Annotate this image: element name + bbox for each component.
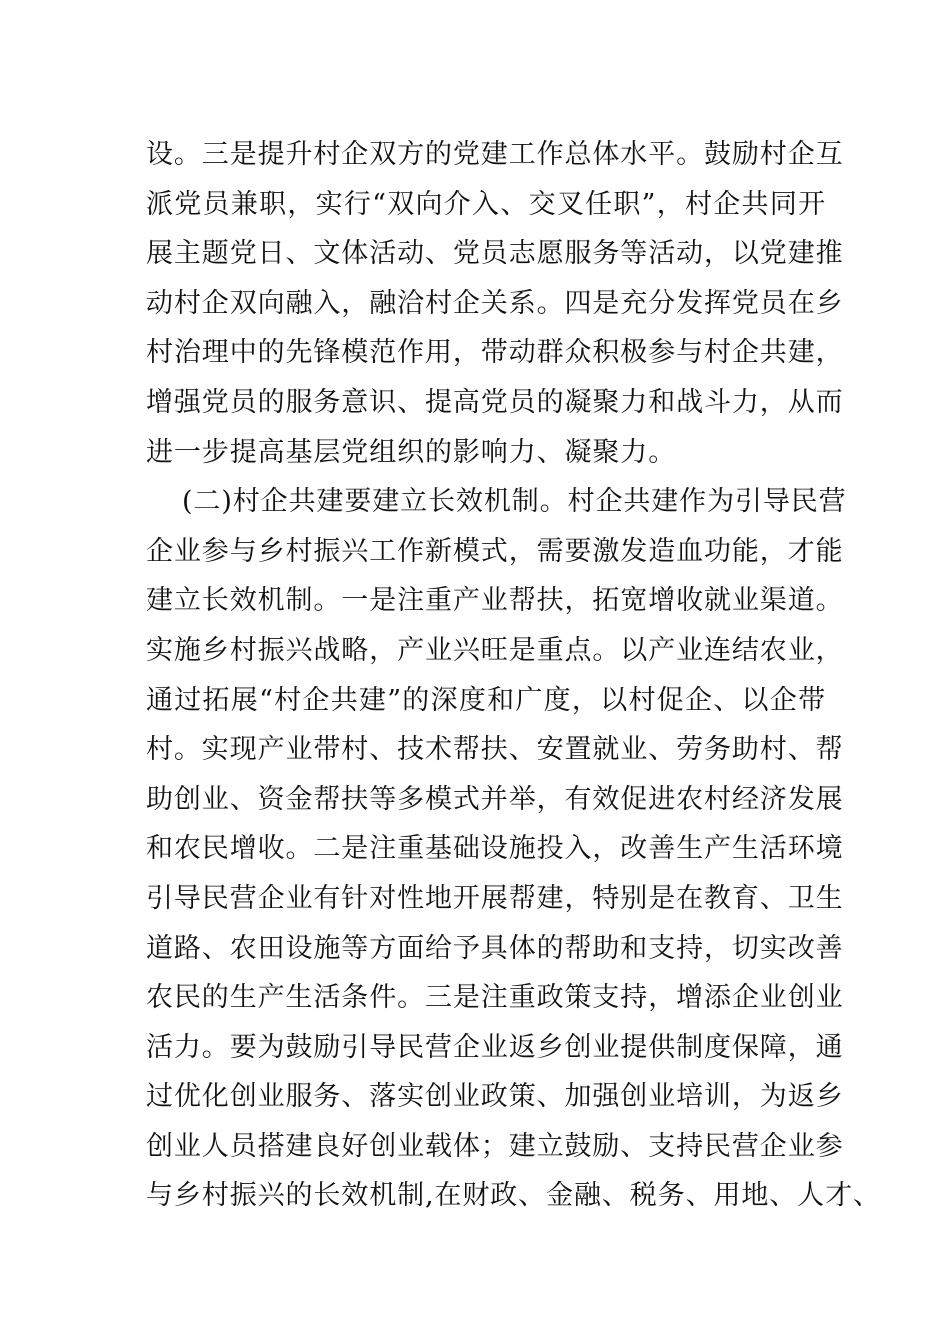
- text-line: 村治理中的先锋模范作用，带动群众积极参与村企共建，: [146, 337, 844, 369]
- body-text: [146, 130, 881, 1221]
- text-line: 助创业、资金帮扶等多模式并举，有效促进农村经济发展: [146, 783, 844, 815]
- text-line: 进一步提高基层党组织的影响力、凝聚力。: [146, 436, 677, 468]
- text-line: 村。实现产业带村、技术帮扶、安置就业、劳务助村、帮: [146, 734, 844, 766]
- text-line: 道路、农田设施等方面给予具体的帮助和支持，切实改善: [146, 932, 844, 964]
- text-line: 和农民增收。二是注重基础设施投入，改善生产生活环境: [146, 833, 844, 865]
- text-line: 建立长效机制。一是注重产业帮扶，拓宽增收就业渠道。: [146, 585, 844, 617]
- section-heading-line: (二)村企共建要建立长效机制。村企共建作为引导民营: [182, 486, 847, 518]
- text-line: 引导民营企业有针对性地开展帮建，特别是在教育、卫生: [146, 882, 844, 914]
- text-line: 与乡村振兴的长效机制,在财政、金融、税务、用地、人才、: [146, 1180, 881, 1212]
- text-line: 展主题党日、文体活动、党员志愿服务等活动，以党建推: [146, 238, 844, 270]
- text-line: 动村企双向融入，融洽村企关系。四是充分发挥党员在乡: [146, 287, 844, 319]
- text-line: 增强党员的服务意识、提高党员的凝聚力和战斗力，从而: [146, 386, 844, 418]
- text-line: 创业人员搭建良好创业载体；建立鼓励、支持民营企业参: [146, 1130, 844, 1162]
- text-line: 派党员兼职，实行“双向介入、交叉任职”，村企共同开: [146, 188, 826, 220]
- text-line: 农民的生产生活条件。三是注重政策支持，增添企业创业: [146, 982, 844, 1014]
- text-line: 企业参与乡村振兴工作新模式，需要激发造血功能，才能: [146, 535, 844, 567]
- text-line: 设。三是提升村企双方的党建工作总体水平。鼓励村企互: [146, 139, 844, 170]
- text-line: 实施乡村振兴战略，产业兴旺是重点。以产业连结农业，: [146, 634, 844, 666]
- text-line: 过优化创业服务、落实创业政策、加强创业培训，为返乡: [146, 1081, 844, 1113]
- text-line: 通过拓展“村企共建”的深度和广度，以村促企、以企带: [146, 684, 826, 716]
- text-line: 活力。要为鼓励引导民营企业返乡创业提供制度保障，通: [146, 1031, 844, 1063]
